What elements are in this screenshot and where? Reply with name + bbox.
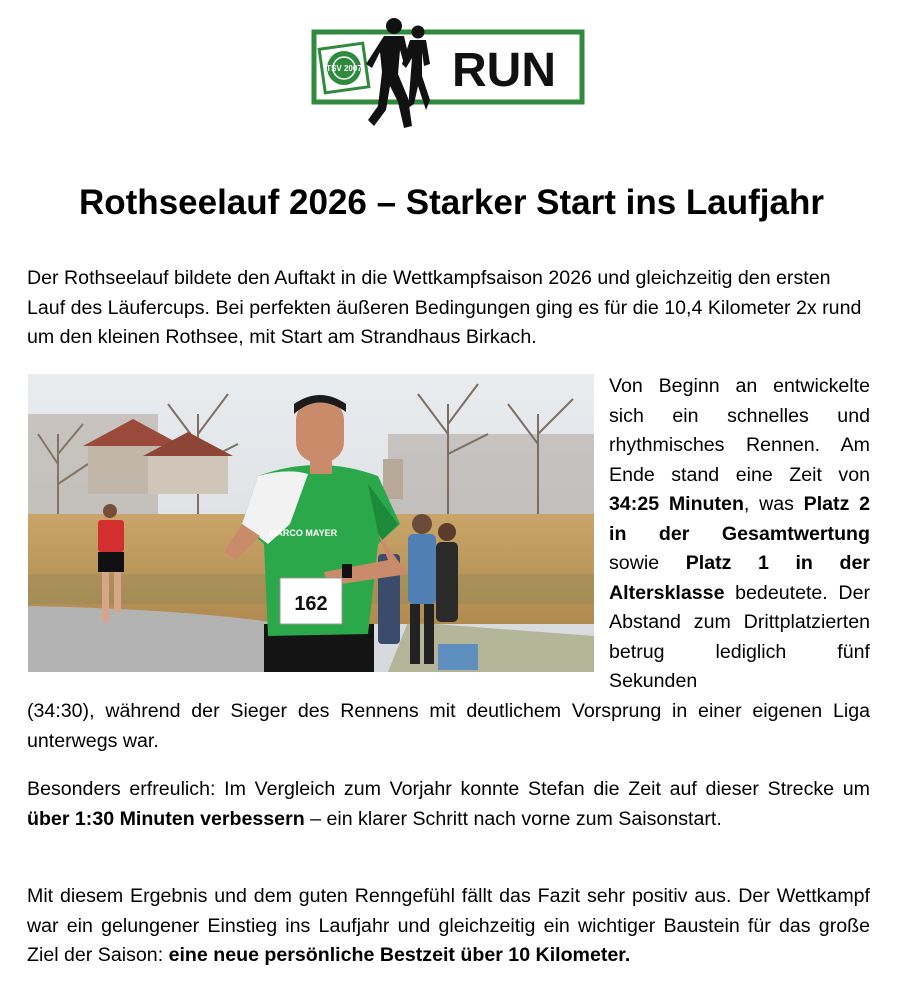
result-text-3: sowie: [609, 552, 686, 574]
club-run-logo: [308, 14, 590, 136]
result-paragraph-continued: (34:30), während der Sieger des Rennens mit deutlichem Vorsprung in einer eigenen Liga unterwegs war.: [27, 700, 870, 752]
result-time: 34:25 Minuten: [609, 493, 744, 515]
improvement-text-2: – ein klarer Schritt nach vorne zum Saisonstart.: [304, 807, 722, 830]
improvement-text-1: Besonders erfreulich: Im Vergleich zum Vorjahr konnte Stefan die Zeit auf dieser Strecke um: [27, 778, 870, 800]
result-overall-place: Platz 2 in der Gesamtwertung: [609, 493, 870, 545]
result-text-2: , was: [743, 493, 804, 515]
conclusion-paragraph: [27, 882, 870, 971]
improvement-highlight: über 1:30 Minuten verbessern: [27, 807, 305, 830]
result-paragraph: [609, 372, 870, 697]
improvement-paragraph: [27, 775, 870, 834]
bib-number: 162: [294, 593, 328, 615]
runner-photo: [28, 374, 594, 672]
conclusion-text: Mit diesem Ergebnis und dem guten Renngefühl fällt das Fazit sehr positiv aus. Der Wettkampf war ein gelungener Einstieg ins Laufjahr und gleichzeitig ein wichtiger Baustein für das große Ziel der Saison:: [27, 885, 870, 966]
shirt-text: MARCO MAYER: [268, 528, 338, 538]
result-text-4: bedeutete. Der Abstand zum Drittplatzierten betrug lediglich fünf Sekunden: [609, 581, 870, 692]
article-title: Rothseelauf 2026 – Starker Start ins Laufjahr: [79, 183, 824, 222]
badge-text: TSV 2007: [326, 64, 362, 73]
logo-run-word: RUN: [452, 44, 556, 97]
conclusion-goal: eine neue persönliche Bestzeit über 10 Kilometer.: [168, 944, 631, 966]
club-badge-icon: [319, 43, 369, 93]
result-text-1: Von Beginn an entwickelte sich ein schnelles und rhythmisches Rennen. Am Ende stand eine Zeit von: [609, 375, 870, 486]
intro-paragraph: Der Rothseelauf bildete den Auftakt in die Wettkampfsaison 2026 und gleichzeitig den ersten Lauf des Läufercups. Bei perfekten äußeren Bedingungen ging es für die 10,4 Kilometer 2x rund um den kleinen Rothsee, mit Start am Strandhaus Birkach.: [27, 267, 862, 348]
result-age-class-place: Platz 1 in der Altersklasse: [609, 552, 870, 604]
